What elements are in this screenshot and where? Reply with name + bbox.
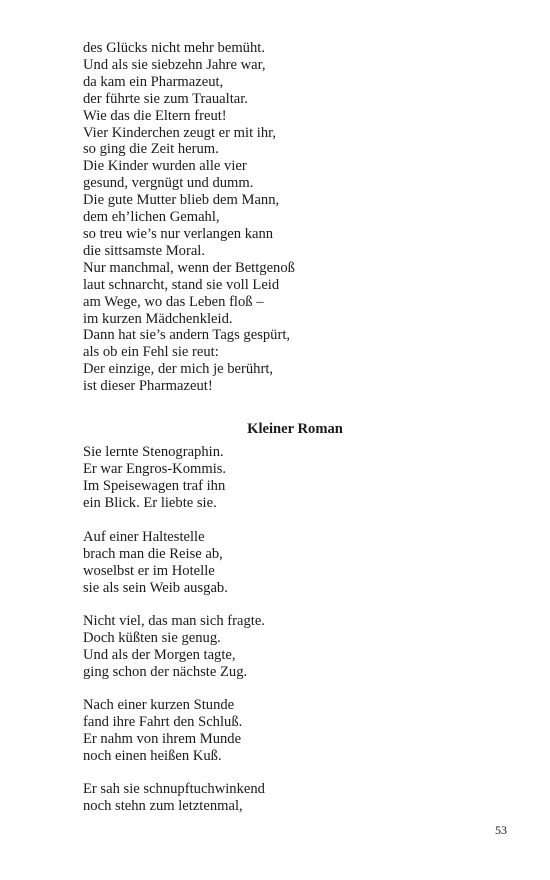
poem-line: so treu wie’s nur verlangen kann [83,225,274,242]
poem-line: sie als sein Weib ausgab. [83,579,228,596]
poem-line: Die gute Mutter blieb dem Mann, [83,192,280,209]
poem-line: laut schnarcht, stand sie voll Leid [83,276,280,293]
poem-line: am Wege, wo das Leben floß – [83,293,264,310]
poem-line: die sittsamste Moral. [83,242,206,259]
poem-line: ist dieser Pharmazeut! [83,378,213,395]
poem-line: ein Blick. Er liebte sie. [83,494,217,511]
poem-line: des Glücks nicht mehr bemüht. [83,40,265,56]
poem-line: Der einzige, der mich je berührt, [83,361,274,378]
poem-line: da kam ein Pharmazeut, [83,73,224,90]
poem-line: als ob ein Fehl sie reut: [83,344,219,361]
poem-line: Sie lernte Stenographin. [83,444,224,460]
poem-line: ging schon der nächste Zug. [83,663,248,680]
poem-line: Doch küßten sie genug. [83,629,221,646]
poem-line: Er nahm von ihrem Munde [83,730,242,747]
poem-line: Die Kinder wurden alle vier [83,158,247,175]
poem-line: Und als der Morgen tagte, [83,646,236,663]
poem-line: noch einen heißen Kuß. [83,747,222,764]
poem-line: Er sah sie schnupftuchwinkend [83,781,265,797]
poem-line: Vier Kinderchen zeugt er mit ihr, [83,124,277,141]
poem-line: Dann hat sie’s andern Tags gespürt, [83,327,291,344]
stanza [83,613,503,681]
poem-line: brach man die Reise ab, [83,545,223,562]
stanza [83,529,503,597]
page-number: 53 [495,823,507,837]
poem-line: woselbst er im Hotelle [83,562,215,579]
poem-line: dem eh’lichen Gemahl, [83,209,220,226]
previous-poem-ending [83,40,503,395]
poem-line: Nicht viel, das man sich fragte. [83,613,265,629]
poem-line: Nur manchmal, wenn der Bettgenoß [83,259,295,276]
poem-line: im kurzen Mädchenkleid. [83,310,233,327]
poem-line: fand ihre Fahrt den Schluß. [83,713,243,730]
poem-line: noch stehn zum letztenmal, [83,797,243,814]
poem-line: der führte sie zum Traualtar. [83,90,248,107]
poem-line: Und als sie siebzehn Jahre war, [83,56,266,73]
poem-line: Er war Engros-Kommis. [83,460,227,477]
stanza [83,697,503,765]
poem-title: Kleiner Roman [247,421,343,437]
poem-line: gesund, vergnügt und dumm. [83,175,254,192]
stanza [83,444,503,512]
poem-line: Auf einer Haltestelle [83,529,205,545]
poem-line: Nach einer kurzen Stunde [83,697,235,713]
poem-line: Im Speisewagen traf ihn [83,477,226,494]
poem-line: Wie das die Eltern freut! [83,107,227,124]
poem-line: so ging die Zeit herum. [83,141,219,158]
stanza [83,781,503,815]
